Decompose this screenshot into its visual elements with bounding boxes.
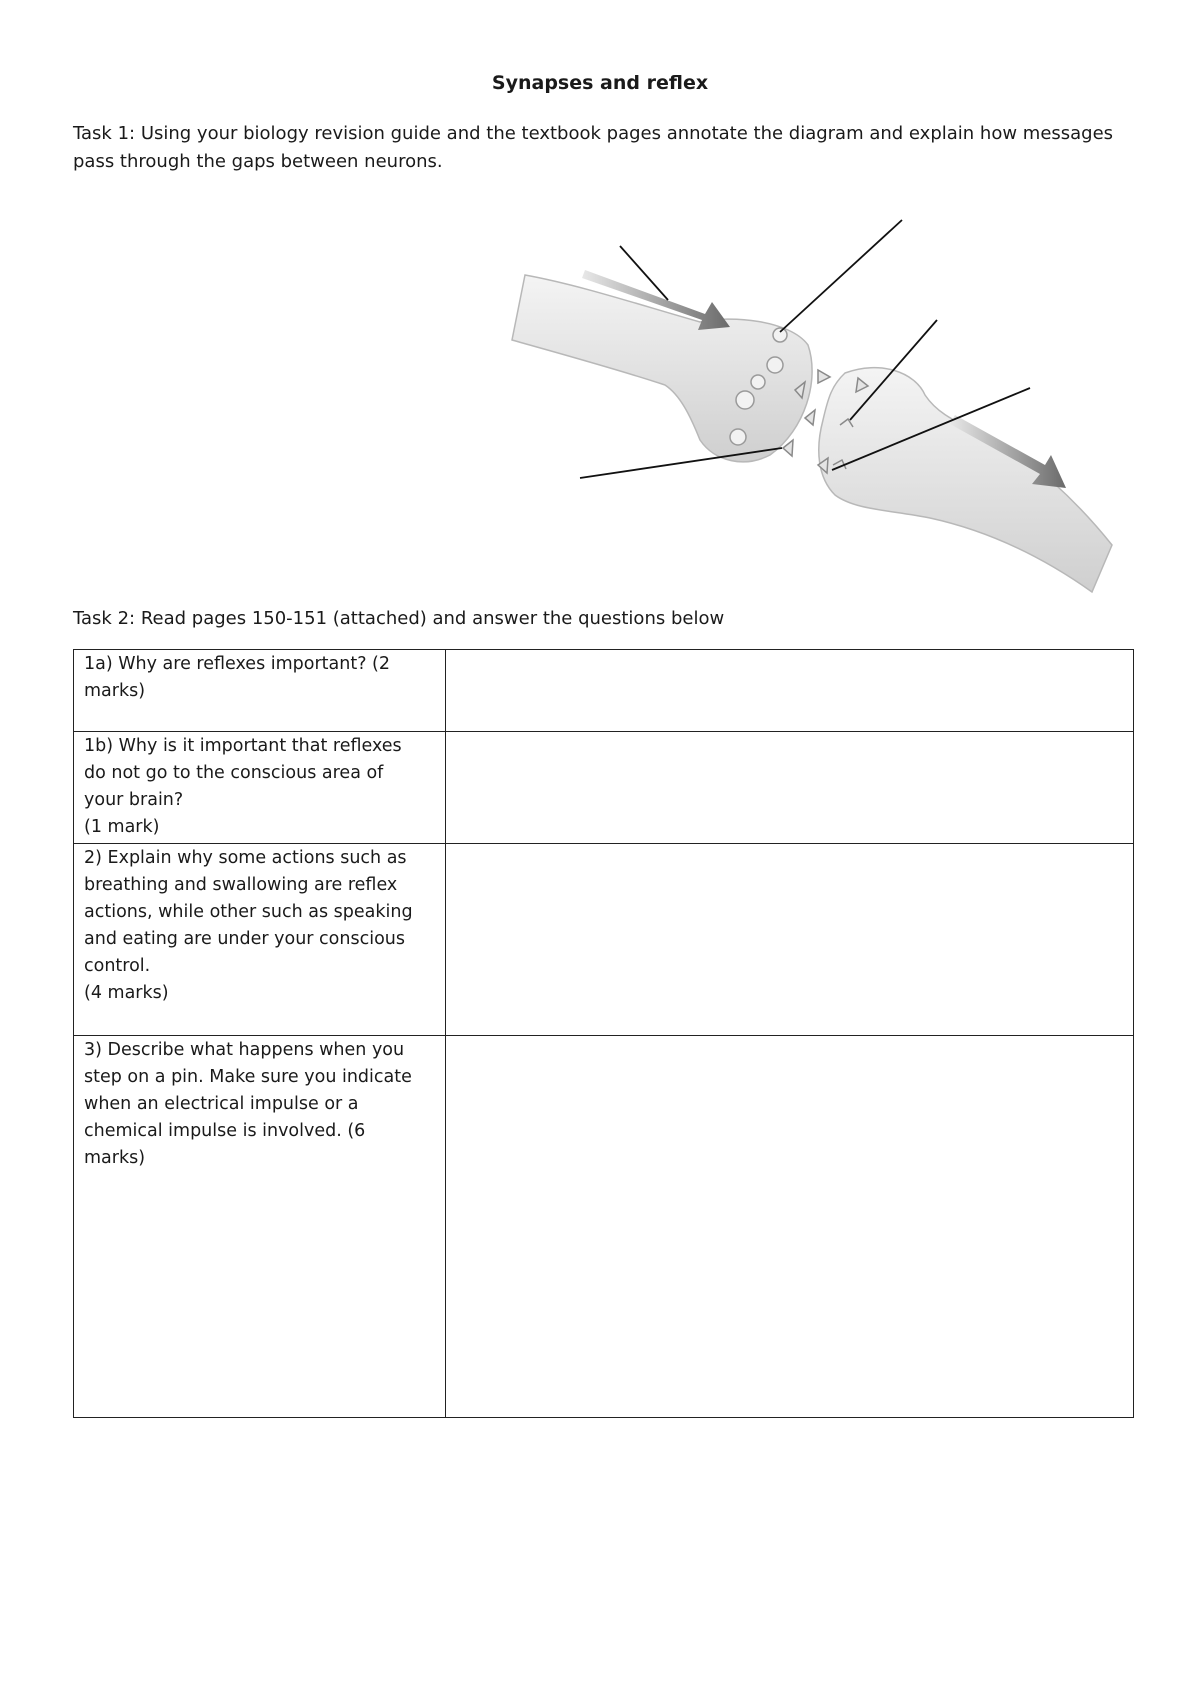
- task2-instructions: [73, 605, 724, 633]
- table-row: [74, 732, 1134, 844]
- answer-cell[interactable]: [446, 732, 1134, 844]
- question-text: 3) Describe what happens when you step on a pin. Make sure you indicate when an electrical impulse or a chemical impulse is involved. (6 marks): [84, 1040, 412, 1168]
- task2-label: Task 2:: [73, 608, 136, 629]
- question-text: 1b) Why is it important that reflexes do not go to the conscious area of your brain? (1 mark): [84, 736, 402, 837]
- answer-cell[interactable]: [446, 844, 1134, 1036]
- answer-cell[interactable]: [446, 650, 1134, 732]
- question-cell: [74, 732, 446, 844]
- table-row: [74, 844, 1134, 1036]
- question-cell: [74, 1036, 446, 1418]
- question-cell: [74, 844, 446, 1036]
- questions-table: [73, 649, 1134, 1418]
- question-cell: [74, 650, 446, 732]
- page-title: Synapses and reflex: [491, 72, 709, 94]
- table-row: [74, 650, 1134, 732]
- question-text: 1a) Why are reflexes important? (2 marks): [84, 654, 391, 701]
- task2-text: Read pages 150-151 (attached) and answer the questions below: [135, 608, 725, 629]
- question-text: 2) Explain why some actions such as breathing and swallowing are reflex actions, while other such as speaking and eating are under your conscious control. (4 marks): [84, 848, 413, 1003]
- table-row: [74, 1036, 1134, 1418]
- answer-cell[interactable]: [446, 1036, 1134, 1418]
- task1-text: Using your biology revision guide and the textbook pages annotate the diagram and explain how messages pass through the gaps between neurons.: [73, 123, 1114, 172]
- synapse-diagram: [0, 0, 1200, 610]
- postsynaptic-neuron: [819, 368, 1112, 592]
- task1-label: Task 1:: [73, 123, 136, 144]
